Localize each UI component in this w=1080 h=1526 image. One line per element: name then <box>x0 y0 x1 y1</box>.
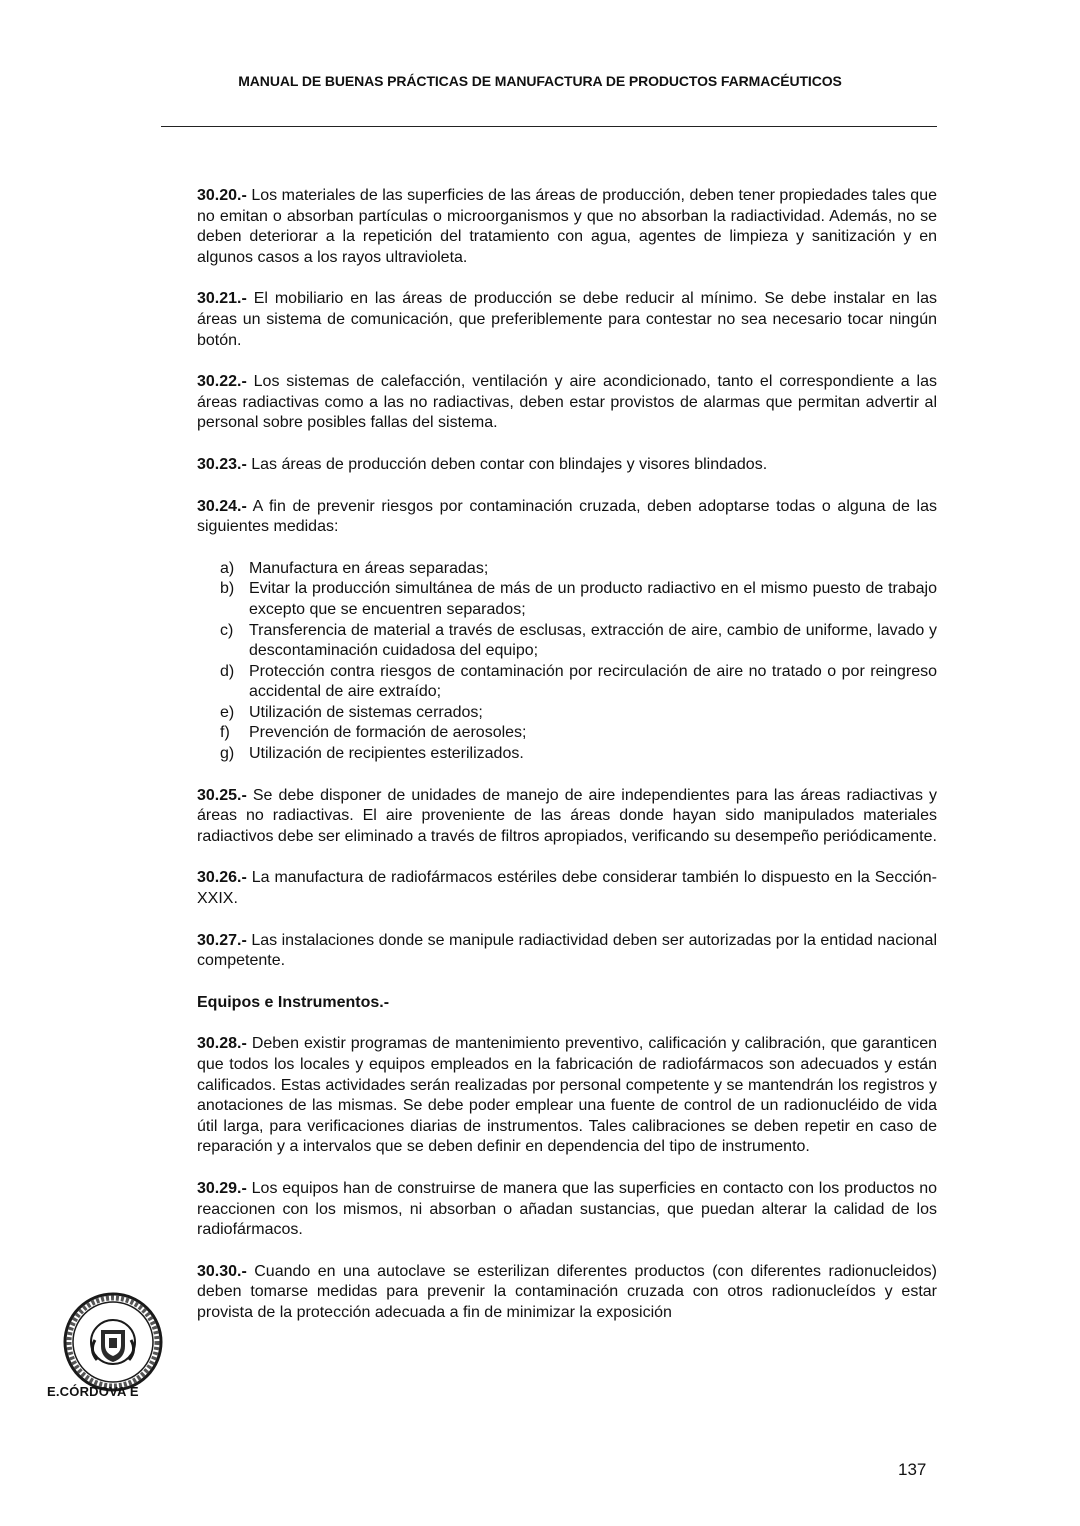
section-number: 30.20.- <box>197 187 247 204</box>
list-item-text: Prevención de formación de aerosoles; <box>249 724 527 742</box>
section-text: Las instalaciones donde se manipule radiactividad deben ser autorizadas por la entidad nacional competente. <box>197 931 937 970</box>
section-number: 30.25.- <box>197 786 247 804</box>
section-number: 30.26.- <box>197 869 247 887</box>
list-item-text: Utilización de recipientes esterilizados. <box>249 745 524 763</box>
list-item <box>220 621 937 662</box>
subheading-equipment: Equipos e Instrumentos.- <box>197 993 390 1011</box>
section-number: 30.21.- <box>197 290 247 308</box>
section-text: El mobiliario en las áreas de producción se debe reducir al mínimo. Se debe instalar en las áreas un sistema de comunicación, que preferiblemente para contestar no sea necesario tocar ningún botón. <box>197 290 937 349</box>
section-30-26 <box>197 868 937 909</box>
section-text: La manufactura de radiofármacos estériles debe considerar también lo dispuesto en la Sección-XXIX. <box>197 869 937 908</box>
list-item <box>220 723 937 744</box>
list-item <box>220 744 937 765</box>
section-text: Se debe disponer de unidades de manejo de aire independientes para las áreas radiactivas y áreas no radiactivas. El aire proveniente de las áreas donde hayan sido manipulados materiales radiactivos debe ser eliminado a través de filtros apropiados, verificando su desempeño periódicamente. <box>197 786 937 845</box>
list-item-text: Utilización de sistemas cerrados; <box>249 703 483 721</box>
header-divider <box>161 126 937 127</box>
list-item <box>220 703 937 724</box>
seal-caption: E.CÓRDOVA E <box>47 1384 139 1399</box>
section-number: 30.29.- <box>197 1179 247 1197</box>
section-number: 30.24.- <box>197 497 247 515</box>
list-marker: f) <box>220 724 230 742</box>
section-number: 30.22.- <box>197 373 247 391</box>
section-30-22 <box>197 372 937 434</box>
section-text: Los sistemas de calefacción, ventilación y aire acondicionado, tanto el correspondiente a las áreas radiactivas como a las no radiactivas, deben estar provistos de alarmas que permitan advertir al personal sobre posibles fallas del sistema. <box>197 373 937 432</box>
section-number: 30.30.- <box>197 1262 247 1280</box>
section-text: Las áreas de producción deben contar con blindajes y visores blindados. <box>246 455 768 473</box>
section-text: Los equipos han de construirse de manera que las superficies en contacto con los productos no reaccionen con los mismos, ni absorban o añadan sustancias, que puedan alterar la calidad de los radiofármacos. <box>197 1179 937 1239</box>
section-text: A fin de prevenir riesgos por contaminación cruzada, deben adoptarse todas o alguna de las siguientes medidas: <box>197 497 937 536</box>
list-item-text: Evitar la producción simultánea de más de un producto radiactivo en el mismo puesto de trabajo excepto que se encuentren separados; <box>249 580 937 618</box>
section-30-21 <box>197 289 937 351</box>
list-item <box>220 559 937 580</box>
section-number: 30.28.- <box>197 1035 247 1053</box>
list-marker: e) <box>220 703 235 721</box>
list-item-text: Protección contra riesgos de contaminación por recirculación de aire no tratado o por reingreso accidental de aire extraído; <box>249 662 937 701</box>
section-number: 30.27.- <box>197 931 247 949</box>
section-text: Los materiales de las superficies de las áreas de producción, deben tener propiedades tales que no emitan o absorban partículas o microorganismos y que no absorban la radiactividad. Además, no se deben deteriorar a la repetición del tratamiento con agua, agentes de limpieza y sanitización y en algunos casos a los rayos ultravioleta. <box>197 187 937 266</box>
section-30-28 <box>197 1034 937 1158</box>
list-marker: d) <box>220 662 235 680</box>
section-30-30 <box>197 1262 937 1324</box>
section-number: 30.23.- <box>197 455 247 473</box>
section-30-23 <box>197 455 937 476</box>
section-30-27 <box>197 931 937 972</box>
list-marker: b) <box>220 580 235 598</box>
section-30-24 <box>197 497 937 538</box>
list-marker: c) <box>220 621 234 639</box>
list-item-text: Transferencia de material a través de esclusas, extracción de aire, cambio de uniforme, lavado y descontaminación cuidadosa del equipo; <box>249 621 937 660</box>
list-marker: a) <box>220 559 235 577</box>
page-header-title: MANUAL DE BUENAS PRÁCTICAS DE MANUFACTURA DE PRODUCTOS FARMACÉUTICOS <box>238 73 842 89</box>
section-30-20 <box>197 186 937 268</box>
page-number: 137 <box>898 1460 927 1479</box>
section-text: Deben existir programas de mantenimiento preventivo, calificación y calibración, que garanticen que todos los locales y equipos empleados en la fabricación de radiofármacos son adecuados y están calificados. Estas actividades serán realizadas por personal competente y se mantendrán los registros y anotaciones de las mismas. Se debe poder emplear una fuente de control de un radionucléido de vida útil larga, para verificaciones diarias de instrumentos. Tales calibraciones se deben repetir en caso de reparación y a intervalos que se deben definir en dependencia del tipo de instrumento. <box>197 1035 937 1156</box>
section-30-29 <box>197 1179 937 1241</box>
document-body <box>197 186 937 1345</box>
section-text: Cuando en una autoclave se esterilizan diferentes productos (con diferentes radionucleidos) deben tomarse medidas para prevenir la contaminación cruzada con otros radionucleídos y estar provista de la protección adecuada a fin de minimizar la exposición <box>197 1262 937 1321</box>
list-item <box>220 662 937 703</box>
measures-list <box>197 559 937 765</box>
list-item <box>220 579 937 620</box>
section-30-25 <box>197 786 937 848</box>
list-marker: g) <box>220 745 235 763</box>
list-item-text: Manufactura en áreas separadas; <box>249 559 489 577</box>
